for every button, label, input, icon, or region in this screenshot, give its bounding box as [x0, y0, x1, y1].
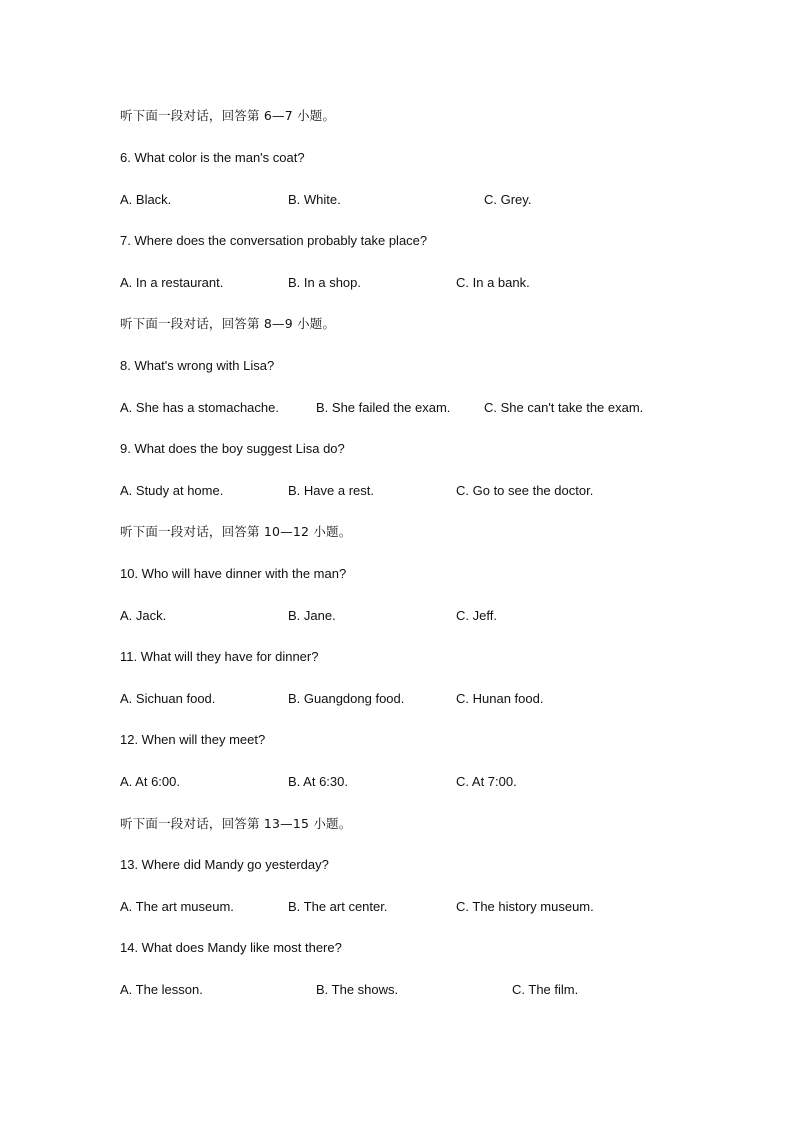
option-6c: C. Grey. [484, 192, 532, 207]
section-heading: 听下面一段对话，回答第 13—15 小题。 [120, 816, 352, 831]
option-9c: C. Go to see the doctor. [456, 483, 594, 498]
option-14a: A. The lesson. [120, 982, 203, 997]
option-7b: B. In a shop. [288, 275, 361, 290]
option-12c: C. At 7:00. [456, 774, 517, 789]
option-12a: A. At 6:00. [120, 774, 180, 789]
option-7a: A. In a restaurant. [120, 275, 224, 290]
question-10: 10. Who will have dinner with the man? [120, 566, 347, 581]
option-10c: C. Jeff. [456, 608, 497, 623]
question-8: 8. What's wrong with Lisa? [120, 358, 275, 373]
option-14c: C. The film. [512, 982, 579, 997]
option-11b: B. Guangdong food. [288, 691, 405, 706]
option-9b: B. Have a rest. [288, 483, 374, 498]
question-14: 14. What does Mandy like most there? [120, 940, 342, 955]
question-9: 9. What does the boy suggest Lisa do? [120, 441, 345, 456]
option-12b: B. At 6:30. [288, 774, 348, 789]
section-heading: 听下面一段对话，回答第 8—9 小题。 [120, 316, 336, 331]
question-13: 13. Where did Mandy go yesterday? [120, 857, 329, 872]
option-7c: C. In a bank. [456, 275, 530, 290]
option-13b: B. The art center. [288, 899, 388, 914]
option-8c: C. She can't take the exam. [484, 400, 644, 415]
question-12: 12. When will they meet? [120, 732, 266, 747]
option-8b: B. She failed the exam. [316, 400, 451, 415]
question-11: 11. What will they have for dinner? [120, 649, 319, 664]
option-13c: C. The history museum. [456, 899, 594, 914]
option-11c: C. Hunan food. [456, 691, 544, 706]
option-10a: A. Jack. [120, 608, 167, 623]
section-heading: 听下面一段对话，回答第 10—12 小题。 [120, 524, 352, 539]
option-14b: B. The shows. [316, 982, 399, 997]
option-6a: A. Black. [120, 192, 172, 207]
option-9a: A. Study at home. [120, 483, 224, 498]
option-11a: A. Sichuan food. [120, 691, 216, 706]
option-6b: B. White. [288, 192, 341, 207]
option-10b: B. Jane. [288, 608, 336, 623]
option-8a: A. She has a stomachache. [120, 400, 279, 415]
section-heading: 听下面一段对话，回答第 6—7 小题。 [120, 108, 336, 123]
question-6: 6. What color is the man's coat? [120, 150, 305, 165]
question-7: 7. Where does the conversation probably take place? [120, 233, 428, 248]
option-13a: A. The art museum. [120, 899, 234, 914]
